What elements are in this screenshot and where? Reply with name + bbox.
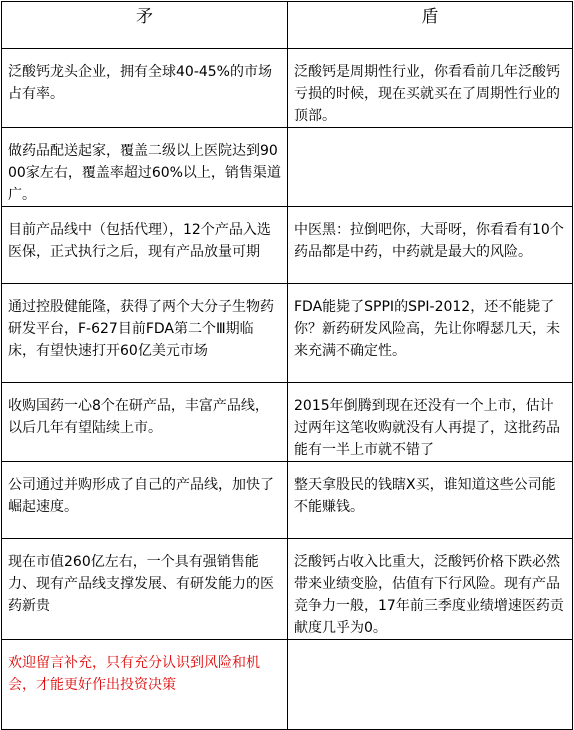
- table-row: [2, 640, 573, 730]
- cons-text: 泛酸钙是周期性行业，你看看前几年泛酸钙亏损的时候，现在买就买在了周期性行业的顶部。: [294, 64, 560, 124]
- cons-text: 整天拿股民的钱瞎X买，谁知道这些公司能不能赚钱。: [294, 477, 556, 515]
- pros-text: 现在市值260亿左右，一个具有强销售能力、现有产品线支撑发展、有研发能力的医药新贵: [8, 554, 274, 614]
- header-cons: 盾: [288, 2, 573, 49]
- table-row: [2, 539, 573, 640]
- pros-cell: [2, 284, 288, 383]
- table-row: [2, 128, 573, 207]
- cons-text: FDA能毙了SPPI的SPI-2012，还不能毙了你？新药研发风险高，先让你嘚瑟几天，未来充满不确定性。: [294, 299, 560, 359]
- cons-cell: [288, 462, 573, 539]
- table-row: [2, 49, 573, 128]
- table-row: [2, 383, 573, 462]
- cons-text: [288, 640, 572, 652]
- cons-cell: [288, 640, 573, 730]
- pros-text: 收购国药一心8个在研产品，丰富产品线，以后几年有望陆续上市。: [8, 398, 269, 436]
- cons-cell: [288, 207, 573, 284]
- pros-text: 做药品配送起家，覆盖二级以上医院达到9000家左右，覆盖率超过60%以上，销售渠道广。: [8, 143, 281, 203]
- cons-cell: [288, 383, 573, 462]
- cons-cell: [288, 49, 573, 128]
- cons-cell: [288, 539, 573, 640]
- pros-cell: [2, 128, 288, 207]
- pros-cell: [2, 539, 288, 640]
- cons-cell: [288, 284, 573, 383]
- table-row: [2, 284, 573, 383]
- cons-text: 2015年倒腾到现在还没有一个上市，估计过两年这笔收购就没有人再提了，这批药品能有一半上市就不错了: [294, 398, 560, 458]
- pros-cell: [2, 462, 288, 539]
- header-pros: 矛: [2, 2, 288, 49]
- pros-text: 目前产品线中（包括代理），12个产品入选医保，正式执行之后，现有产品放量可期: [8, 222, 271, 260]
- cons-text: 中医黑：拉倒吧你，大哥呀，你看看有10个药品都是中药，中药就是最大的风险。: [294, 222, 564, 260]
- table-row: [2, 207, 573, 284]
- pros-text: 通过控股健能隆，获得了两个大分子生物药研发平台，F-627目前FDA第二个Ⅲ期临床，有望快速打开60亿美元市场: [8, 299, 274, 359]
- cons-cell: [288, 128, 573, 207]
- pros-cell: [2, 207, 288, 284]
- pros-cell: [2, 49, 288, 128]
- cons-text: 泛酸钙占收入比重大，泛酸钙价格下跌必然带来业绩变脸，估值有下行风险。现有产品竞争力一般，17年前三季度业绩增速医药贡献度几乎为0。: [294, 554, 564, 636]
- pros-text: 泛酸钙龙头企业，拥有全球40-45%的市场占有率。: [8, 64, 272, 102]
- call-to-action-text: 欢迎留言补充，只有充分认识到风险和机会，才能更好作出投资决策: [8, 655, 260, 693]
- pros-cons-table: [1, 1, 573, 730]
- header-row: [2, 2, 573, 49]
- table-row: [2, 462, 573, 539]
- pros-text: 公司通过并购形成了自己的产品线，加快了崛起速度。: [8, 477, 274, 515]
- pros-cell: [2, 640, 288, 730]
- pros-cell: [2, 383, 288, 462]
- cons-text: [288, 128, 572, 140]
